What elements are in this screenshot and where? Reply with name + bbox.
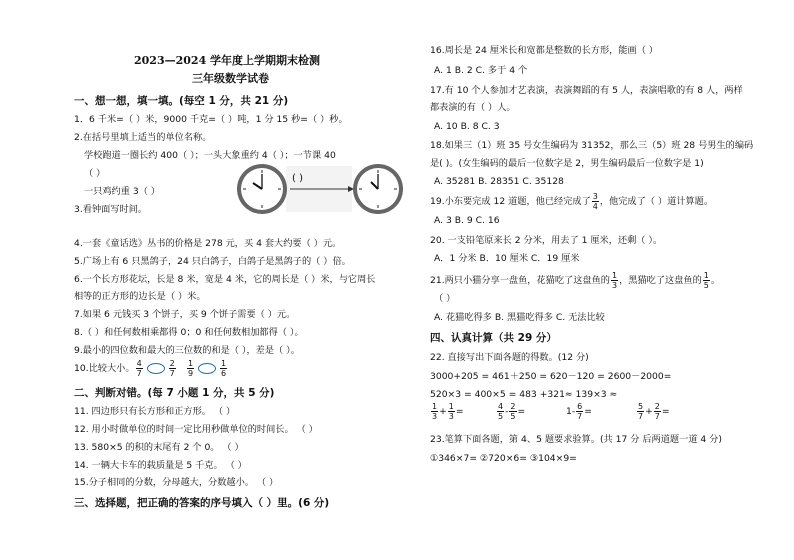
operator: = [455, 406, 464, 417]
question-text: ，他完成了（ ）道计算题。 [599, 196, 714, 207]
question-line: 11. 四边形只有长方形和正方形。 （ ） [74, 406, 236, 417]
clock-illustration [236, 160, 404, 218]
numerator: 4 [498, 402, 504, 411]
question-line: （ ） [84, 168, 106, 179]
fraction-expression [430, 402, 464, 421]
section-heading: 三、选择题，把正确的答案的序号填入（ ）里。(6 分) [74, 497, 330, 509]
denominator: 9 [187, 369, 194, 378]
question-line: 8.（ ）和任何数相乘都得 0；0 和任何数相加都得（ ）。 [74, 327, 304, 338]
question-text: 19.小东要完成 12 道题，他已经完成了 [430, 196, 591, 207]
operator: - [505, 406, 509, 417]
fraction [576, 402, 583, 421]
numerator: 1 [432, 402, 438, 411]
question-line: A. 花猫吃得多 B. 黑猫吃得多 C. 无法比较 [434, 312, 605, 323]
fraction [136, 359, 143, 378]
question-line [74, 359, 228, 378]
numerator: 1 [448, 402, 454, 411]
numerator: 1 [612, 271, 618, 280]
question-line: 3000+205 = 461＋250 = 620－120 = 2600－2000= [430, 371, 672, 382]
fraction [637, 402, 644, 421]
question-line: 520×3 = 400×5 = 483 +321≈ 139×3 ≈ [430, 389, 618, 400]
question-line: 都表演的有（ ）人。 [430, 102, 516, 113]
question-line: 16.周长是 24 厘米长和宽都是整数的长方形，能画（ ） [430, 45, 658, 56]
exam-title: 2023—2024 学年度上学期期末检测 [134, 54, 321, 67]
numerator: 4 [136, 359, 142, 368]
numerator: 5 [638, 402, 644, 411]
clock-answer-blank: ( ) [292, 173, 303, 184]
fraction [220, 359, 227, 378]
fraction-expression [566, 402, 592, 421]
numerator: 3 [592, 192, 598, 201]
fraction [611, 271, 618, 290]
question-line: 9.最小的四位数和最大的三位数的和是（ ），差是（ ）。 [74, 345, 300, 356]
section-heading: 二、判断对错。(每 7 小题 1 分，共 5 分) [74, 387, 275, 399]
question-line: 2.在括号里填上适当的单位名称。 [74, 132, 212, 143]
fraction-expression [496, 402, 525, 421]
question-line: 20. 一支铅笔原来长 2 分米，用去了 1 厘米，还剩（ ）。 [430, 235, 663, 246]
question-text: 。 [710, 275, 721, 286]
question-line: 15.分子相同的分数，分母越大，分数越小。 （ ） [74, 477, 279, 488]
question-line [430, 192, 713, 211]
numerator: 2 [510, 402, 516, 411]
denominator: 7 [654, 412, 660, 421]
denominator: 7 [136, 369, 142, 378]
section-heading: 四、认真计算（共 29 分） [430, 332, 557, 344]
question-line: A．1 分米 B．10 厘米 C．19 厘米 [434, 253, 580, 264]
fraction [592, 192, 599, 211]
numerator: 2 [654, 402, 660, 411]
question-line: 7.如果 6 元钱买 3 个饼子，买 9 个饼子需要（ ）元。 [74, 309, 296, 320]
fraction [654, 402, 661, 421]
question-line: 12. 用小时做单位的时间一定比用秒做单位的时间长。 （ ） [74, 424, 318, 435]
question-text: 21.两只小猫分享一盘鱼，花猫吃了这盘鱼的 [430, 275, 610, 286]
numerator: 6 [577, 402, 583, 411]
denominator: 5 [498, 412, 504, 421]
exam-subtitle: 三年级数学试卷 [192, 72, 269, 85]
question-line: 相等的正方形的边长是（ ）米。 [74, 291, 206, 302]
numerator: 2 [169, 359, 175, 368]
question-line [430, 271, 720, 290]
fraction [497, 402, 504, 421]
fraction [509, 402, 516, 421]
denominator: 6 [221, 369, 227, 378]
question-text: ，黑猫吃了这盘鱼的 [619, 275, 702, 286]
question-line: 3.看钟面写时间。 [74, 204, 148, 215]
question-line: 17.有 10 个人参加才艺表演，表演舞蹈的有 5 人，表演唱歌的有 8 人，两样 [430, 85, 743, 96]
question-line: A. 3 B. 9 C. 16 [434, 215, 500, 226]
denominator: 3 [448, 412, 454, 421]
fraction [431, 402, 438, 421]
question-line: 4.一套《童话选》丛书的价格是 278 元，买 4 套大约要（ ）元。 [74, 238, 342, 249]
question-line: A. 10 B. 8 C. 3 [434, 121, 500, 132]
clock-faces-icon [236, 160, 404, 218]
question-line: ①346×7= ②720×6= ③104×9= [430, 453, 577, 464]
question-line: （ ） [434, 293, 456, 304]
operator: = [661, 406, 670, 417]
denominator: 7 [169, 369, 175, 378]
question-line: 5.广场上有 6 只黑鸽子，24 只白鸽子，白鸽子是黑鸽子的（ ）倍。 [74, 256, 351, 267]
spacer [177, 363, 186, 374]
operator: = [584, 406, 592, 417]
operator: 1- [566, 406, 576, 417]
compare-oval-blank[interactable] [147, 363, 165, 374]
operator: + [645, 406, 653, 417]
fraction [187, 359, 194, 378]
denominator: 5 [703, 281, 709, 290]
fraction-expression [636, 402, 670, 421]
denominator: 3 [612, 281, 618, 290]
denominator: 7 [577, 412, 583, 421]
question-line: 22. 直接写出下面各题的得数。(12 分) [430, 352, 589, 363]
question-line: 是( )。(女生编码的最后一位数字是 2，男生编码最后一位数字是 1) [430, 158, 704, 169]
operator: + [439, 406, 447, 417]
fraction [703, 271, 710, 290]
fraction [169, 359, 176, 378]
numerator: 1 [187, 359, 194, 368]
question-line: A. 1 B. 2 C. 多于 4 个 [434, 65, 528, 76]
question-line: A. 35281 B. 28351 C. 35128 [434, 176, 564, 187]
denominator: 7 [638, 412, 644, 421]
question-line: 18.如果三（1）班 35 号女生编码为 31352，那么三（5）班 28 号男生的编码 [430, 140, 754, 151]
question-line: 6.一个长方形花坛，长是 8 米，宽是 4 米，它的周长是（ ）米，与它周长 [74, 274, 376, 285]
question-line: 14. 一辆大卡车的载质量是 5 千克。 （ ） [74, 460, 247, 471]
numerator: 1 [703, 271, 709, 280]
denominator: 4 [592, 202, 598, 211]
numerator: 1 [221, 359, 227, 368]
question-line: 一只鸡约重 3（ ） [84, 186, 160, 197]
question-line: 13. 580×5 的积的末尾有 2 个 0。 （ ） [74, 442, 244, 453]
denominator: 5 [510, 412, 516, 421]
fraction [448, 402, 455, 421]
question-line: 学校跑道一圈长约 400（ ）；一头大象重约 4（ ）；一节课 40 [84, 150, 336, 161]
question-text: 10.比较大小。 [74, 363, 135, 374]
denominator: 3 [432, 412, 438, 421]
operator: = [517, 406, 526, 417]
question-line: 23.笔算下面各题，第 4、5 题要求验算。(共 17 分 后两道题一道 4 分) [430, 434, 722, 445]
section-heading: 一、想一想，填一填。(每空 1 分，共 21 分) [74, 95, 289, 107]
compare-oval-blank[interactable] [198, 363, 216, 374]
question-line: 1．6 千米=（ ）米，9000 千克=（ ）吨，1 分 15 秒=（ ）秒。 [74, 114, 348, 125]
